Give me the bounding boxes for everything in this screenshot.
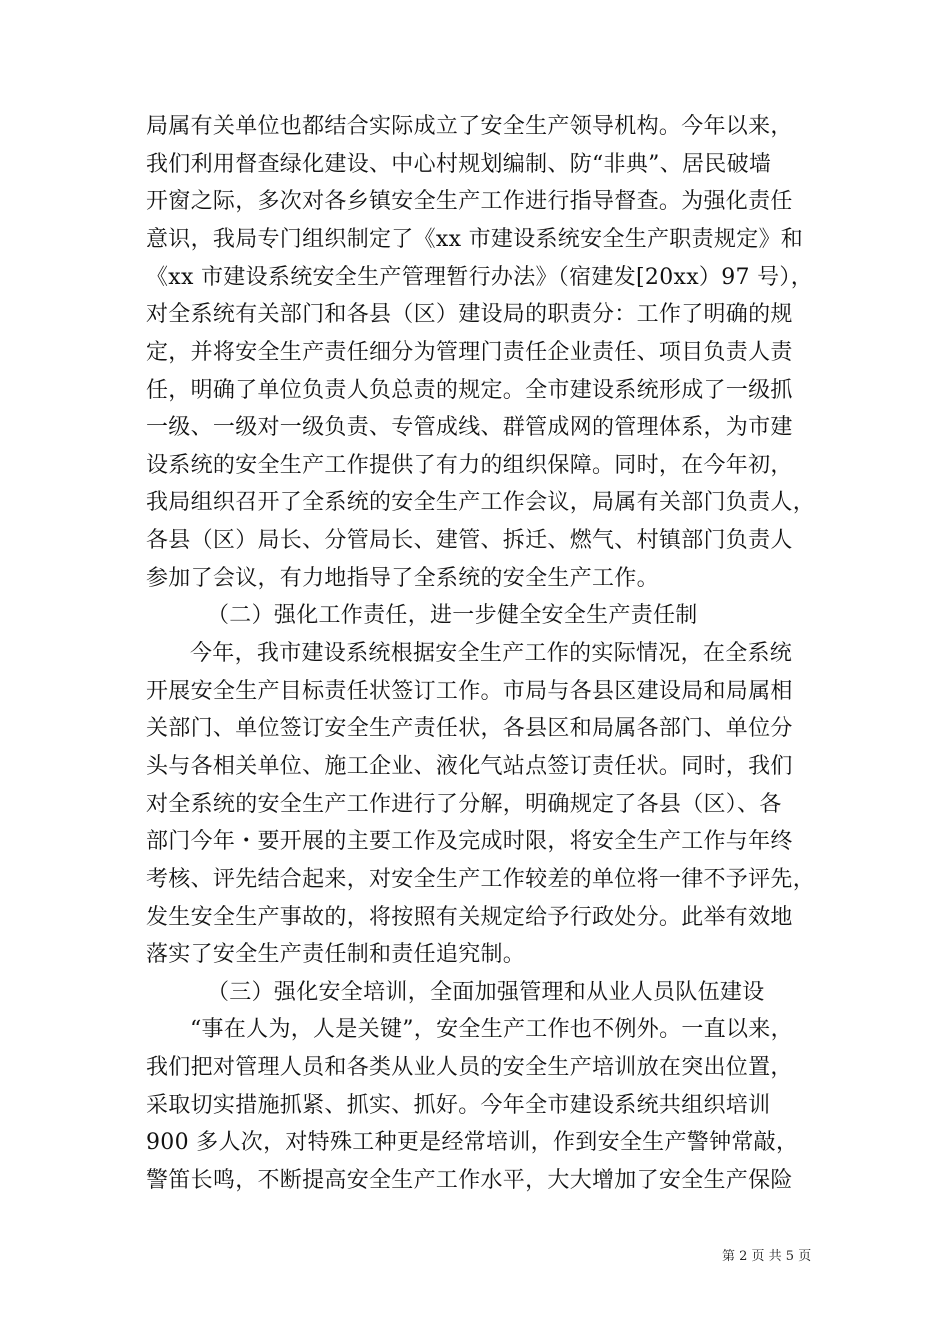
body-line: 部门今年・要开展的主要工作及完成时限，将安全生产工作与年终: [146, 829, 793, 854]
body-line: 对全系统有关部门和各县（区）建设局的职责分：工作了明确的规: [146, 302, 793, 327]
body-line: 头与各相关单位、施工企业、液化气站点签订责任状。同时，我们: [146, 754, 793, 779]
body-line: 开展安全生产目标责任状签订工作。市局与各县区建设局和局属相: [146, 679, 793, 704]
body-line: 参加了会议，有力地指导了全系统的安全生产工作。: [146, 566, 659, 591]
body-line: 对全系统的安全生产工作进行了分解，明确规定了各县（区）、各: [146, 792, 782, 817]
body-line: 意识，我局专门组织制定了《xx 市建设系统安全生产职责规定》和: [146, 227, 804, 252]
page-footer: 第 2 页 共 5 页: [722, 1249, 812, 1264]
body-line: 我局组织召开了全系统的安全生产工作会议，局属有关部门负责人，: [146, 490, 816, 515]
body-line: “事在人为，人是关键”，安全生产工作也不例外。一直以来，: [190, 1017, 793, 1042]
body-line: 发生安全生产事故的，将按照有关规定给予行政处分。此举有效地: [146, 905, 793, 930]
body-line: 设系统的安全生产工作提供了有力的组织保障。同时，在今年初，: [146, 453, 793, 478]
body-line: 警笛长鸣，不断提高安全生产工作水平，大大增加了安全生产保险: [146, 1168, 793, 1193]
body-line: 任，明确了单位负责人负总责的规定。全市建设系统形成了一级抓: [146, 378, 793, 403]
body-line: 一级、一级对一级负责、专管成线、群管成网的管理体系，为市建: [146, 415, 793, 440]
body-line: 考核、评先结合起来，对安全生产工作较差的单位将一律不予评先，: [146, 867, 816, 892]
body-line: 采取切实措施抓紧、抓实、抓好。今年全市建设系统共组织培训: [146, 1093, 771, 1118]
body-line: 《xx 市建设系统安全生产管理暂行办法》（宿建发[20xx）97 号），: [146, 265, 813, 290]
body-line: 局属有关单位也都结合实际成立了安全生产领导机构。今年以来，: [146, 114, 793, 139]
body-line: 今年，我市建设系统根据安全生产工作的实际情况，在全系统: [190, 641, 793, 666]
section-heading: （三）强化安全培训，全面加强管理和从业人员队伍建设: [207, 980, 765, 1005]
body-line: 我们把对管理人员和各类从业人员的安全生产培训放在突出位置，: [146, 1055, 793, 1080]
body-line: 关部门、单位签订安全生产责任状，各县区和局属各部门、单位分: [146, 716, 793, 741]
body-line: 落实了安全生产责任制和责任追究制。: [146, 942, 526, 967]
body-line: 定，并将安全生产责任细分为管理门责任企业责任、项目负责人责: [146, 340, 793, 365]
body-line: 开窗之际，多次对各乡镇安全生产工作进行指导督查。为强化责任: [146, 189, 793, 214]
body-line: 我们利用督查绿化建设、中心村规划编制、防“非典”、居民破墙: [146, 152, 772, 177]
body-line: 900 多人次，对特殊工种更是经常培训，作到安全生产警钟常敲，: [146, 1130, 799, 1155]
body-line: 各县（区）局长、分管局长、建管、拆迁、燃气、村镇部门负责人: [146, 528, 793, 553]
section-heading: （二）强化工作责任，进一步健全安全生产责任制: [207, 603, 698, 628]
